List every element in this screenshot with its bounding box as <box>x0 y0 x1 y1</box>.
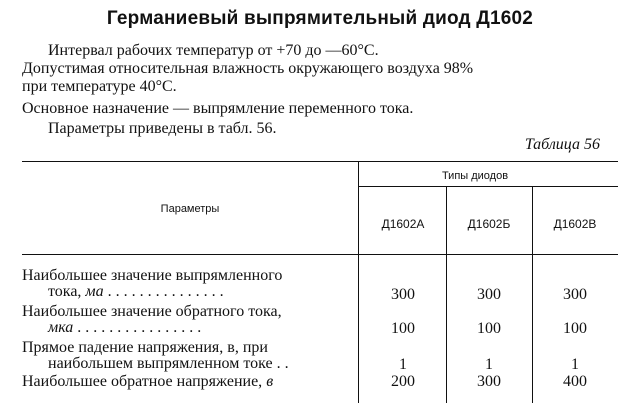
table-cell-value: 1 <box>485 356 493 373</box>
column-header-d1602a: Д1602А <box>381 217 425 231</box>
table-header-diode-types: Типы диодов <box>441 170 509 182</box>
table-top-rule <box>22 161 618 162</box>
row-label-line <box>22 320 282 336</box>
table-vertical-rule-1 <box>358 161 359 403</box>
row-label-text: тока, <box>48 283 86 300</box>
table-cell-value: 300 <box>477 286 501 303</box>
table-cell-value: 300 <box>563 286 587 303</box>
table-cell-value: 300 <box>477 373 501 390</box>
table-row-label <box>22 374 273 390</box>
table-caption: Таблица 56 <box>524 136 600 153</box>
row-label-line <box>22 374 273 390</box>
table-cell-value: 1 <box>571 356 579 373</box>
row-label-text: Наибольшее обратное напряжение, <box>22 373 267 390</box>
table-cell-value: 100 <box>391 320 415 337</box>
row-label-line <box>22 284 282 300</box>
row-label-line: Наибольшее значение обратного тока, <box>22 303 282 320</box>
row-label-line: наибольшем выпрямленном токе . . <box>48 355 289 372</box>
paragraph-temperature-range: Интервал рабочих температур от +70 до —60°С. <box>48 42 379 59</box>
row-label-line: Прямое падение напряжения, в, при <box>22 339 268 356</box>
table-header-parameters: Параметры <box>160 203 220 215</box>
table-row-label <box>22 340 289 372</box>
table-cell-value: 200 <box>391 373 415 390</box>
table-cell-value: 400 <box>563 373 587 390</box>
paragraph-table-reference: Параметры приведены в табл. 56. <box>48 120 277 137</box>
row-leader-dots: . . . . . . . . . . . . . . . <box>103 283 224 300</box>
table-row-label <box>22 304 282 336</box>
column-header-d1602v: Д1602В <box>553 217 597 231</box>
table-cell-value: 300 <box>391 286 415 303</box>
row-leader-dots: . . . . . . . . . . . . . . . . <box>73 319 202 336</box>
row-unit: в <box>266 373 274 390</box>
row-unit: ма <box>85 283 104 300</box>
table-cell-value: 100 <box>477 320 501 337</box>
paragraph-purpose: Основное назначение — выпрямление переменного тока. <box>22 100 414 117</box>
column-header-d1602b: Д1602Б <box>467 217 511 231</box>
table-cell-value: 1 <box>399 356 407 373</box>
row-unit: мка <box>48 319 74 336</box>
document-title: Германиевый выпрямительный диод Д1602 <box>106 8 534 29</box>
paragraph-humidity: Допустимая относительная влажность окружающего воздуха 98% <box>22 60 474 77</box>
table-row-label <box>22 268 282 300</box>
row-label-line: Наибольшее значение выпрямленного <box>22 267 283 284</box>
table-cell-value: 100 <box>563 320 587 337</box>
table-header-bottom-rule <box>22 254 618 255</box>
paragraph-humidity-temperature: при температуре 40°С. <box>22 78 177 95</box>
table-types-divider-rule <box>359 186 618 187</box>
